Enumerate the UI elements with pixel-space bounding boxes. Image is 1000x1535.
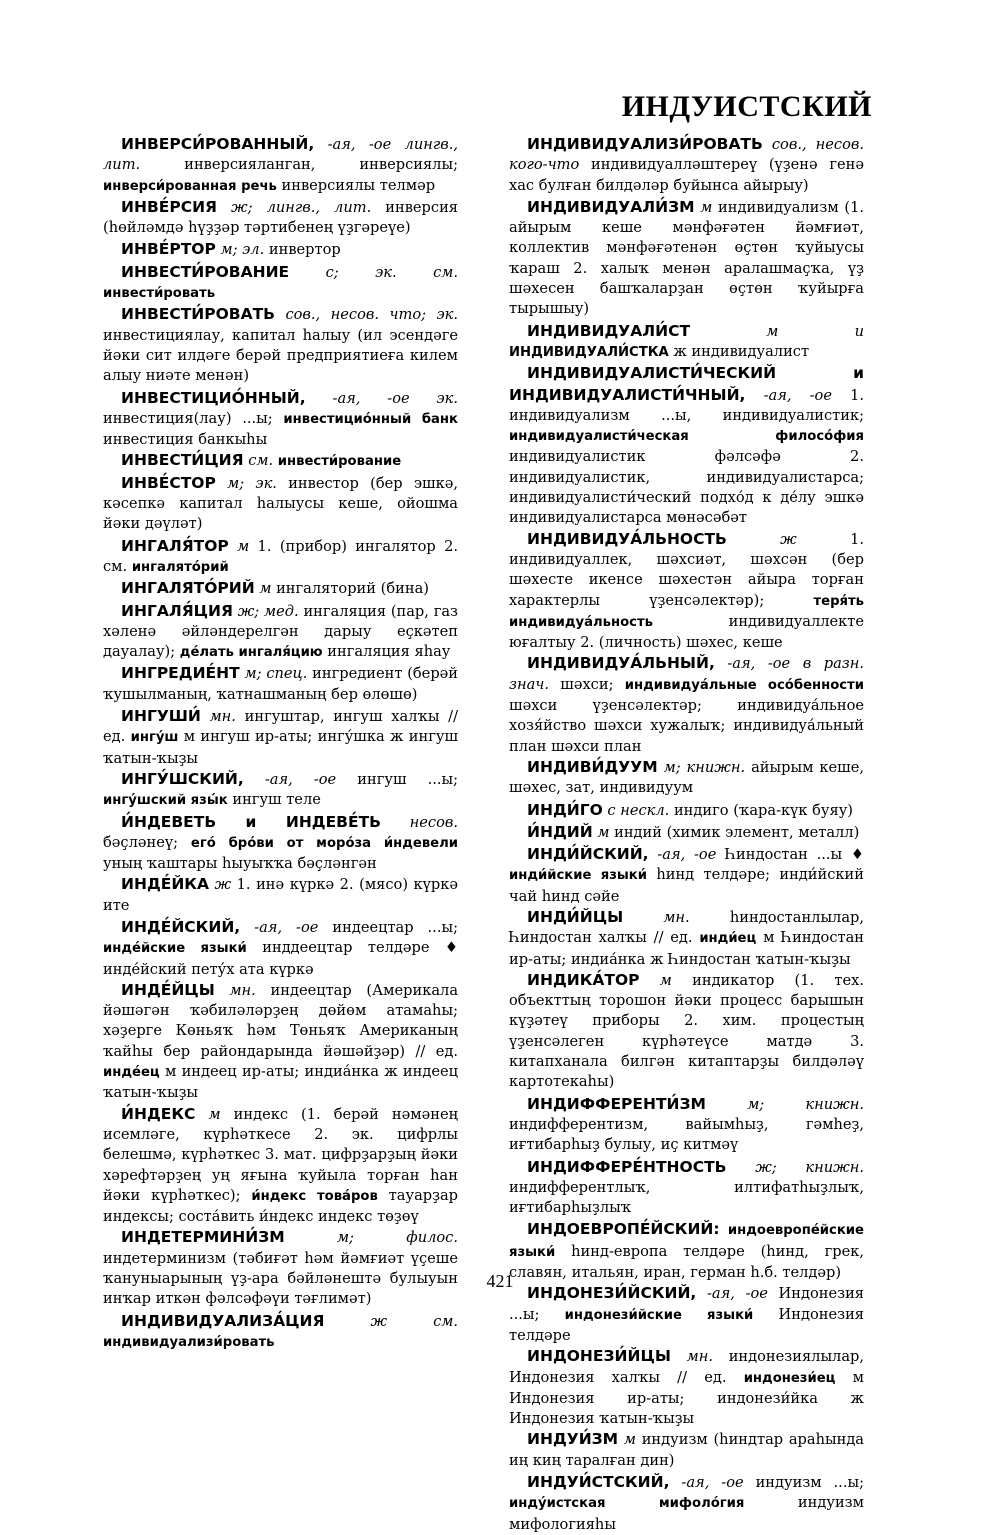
headword: И́НДЕКС	[121, 1104, 196, 1123]
dictionary-entry	[103, 536, 458, 579]
example-phrase: его́ бро́ви от моро́за и́ндевели	[190, 835, 459, 851]
grammar-label: м	[623, 1431, 636, 1449]
dictionary-entry	[509, 321, 864, 364]
example-translation: инверсиялы телмәр	[281, 176, 436, 194]
definition: Индонезия ...ы;	[509, 1285, 865, 1323]
dictionary-entry	[103, 980, 458, 1104]
dictionary-entry	[509, 1283, 864, 1346]
definition: инверсия (һөйләмдә һүҙҙәр тәртибенең үҙгәреүе)	[103, 198, 459, 237]
definition: индиго (ҡара-күк буяу)	[673, 801, 854, 819]
headword: ИНДИВИДУАЛИСТИ́ЧЕСКИЙ и ИНДИВИДУАЛИСТИ́ЧНЫЙ,	[509, 364, 864, 404]
example-phrase: ИНДИВИДУАЛИ́СТКА	[509, 344, 669, 360]
dictionary-entry	[103, 917, 458, 980]
definition: айырым кеше, шәхес, зат, индивидуум	[509, 758, 864, 797]
example-translation: м ингуш ир-аты; ингу́шка ж ингуш ҡатын-ҡыҙы	[103, 728, 459, 767]
definition: 1. индивидуаллек, шәхсиәт, шәхсән (бер шәхесте икенсе шәхестән айыра торған характерлы үҙенсәлектәр);	[509, 530, 865, 609]
grammar-label: -ая, -ое лингв., лит.	[103, 136, 458, 174]
example-translation: һинд-европа телдәре (һинд, грек, славян, итальян, иран, герман һ.б. телдәр)	[509, 1242, 864, 1282]
headword: ИНДОНЕЗИ́ЙСКИЙ,	[527, 1284, 697, 1303]
dictionary-entry	[103, 1104, 458, 1228]
dictionary-entry	[509, 1346, 864, 1429]
definition: шәхси;	[560, 675, 614, 693]
example-translation: ингаляция яһау	[327, 643, 451, 661]
definition: индифферентизм, вайымһыҙ, гәмһеҙ, иғтибарһыҙ булыу, иҫ китмәү	[509, 1115, 864, 1154]
headword: ИНДУИ́СТСКИЙ,	[527, 1473, 670, 1491]
headword: И́НДЕВЕТЬ и ИНДЕВЕ́ТЬ	[121, 812, 381, 831]
definition: индий (химик элемент, металл)	[614, 823, 860, 841]
headword: И́НДИЙ	[527, 822, 593, 841]
definition: һиндостанлылар, Һиндостан халҡы // ед.	[509, 908, 865, 947]
dictionary-entry	[103, 578, 458, 600]
definition: индеецтар ...ы;	[332, 918, 458, 936]
dictionary-entry	[103, 706, 458, 769]
dictionary-entry	[509, 134, 864, 197]
grammar-label: м; книжн.	[747, 1095, 864, 1113]
grammar-label: -ая, -ое в разн. знач.	[509, 655, 864, 693]
example-translation: м индеец ир-аты; индиа́нка ж индеец ҡатын-ҡыҙы	[103, 1063, 459, 1102]
example-phrase: инвестицио́нный банк	[283, 411, 458, 427]
definition: инверсияланган, инверсиялы;	[184, 156, 458, 174]
dictionary-entry	[509, 907, 864, 970]
dictionary-entry	[509, 363, 864, 528]
example-phrase: инде́йские языки́	[103, 941, 247, 957]
dictionary-entry	[509, 529, 864, 654]
grammar-label: -ая, -ое	[657, 846, 717, 864]
dictionary-entry	[509, 970, 864, 1094]
grammar-label: ж	[214, 876, 232, 894]
example-phrase: ингалято́рий	[131, 559, 229, 575]
grammar-label: м; книжн.	[663, 758, 746, 776]
grammar-label: с нескл.	[607, 801, 670, 819]
headword: ИНГУШИ́	[121, 707, 201, 726]
dictionary-entry	[509, 822, 864, 844]
dictionary-entry	[103, 197, 458, 240]
definition: индетерминизм (тәбиғәт һәм йәмғиәт үҫеше ҡануныарының үҙ-ара бәйләнештә булыуын инҡар иткән фәлсәфәүи тәғлимәт)	[103, 1249, 458, 1308]
definition: инвестициялау, капитал һалыу (ил эсендәге йәки сит илдәге берәй предприятиеға килем алыу ниәте менән)	[103, 326, 458, 385]
example-translation: ингуш теле	[232, 791, 321, 809]
example-phrase: инверси́рованная речь	[103, 178, 277, 194]
grammar-label: мн.	[663, 908, 690, 926]
headword: ИНДЕ́ЙКА	[121, 875, 209, 894]
headword: ИНВЕ́РСИЯ	[121, 197, 217, 216]
example-phrase: инвести́рование	[277, 454, 402, 470]
headword: ИНДУИ́ЗМ	[527, 1430, 619, 1449]
headword: ИНДИВИДУАЛИЗИ́РОВАТЬ	[527, 135, 763, 153]
headword: ИНВЕСТИ́РОВАНИЕ	[121, 262, 290, 281]
example-translation: һинд телдәре; инди́йский чай һинд сәйе	[509, 866, 864, 905]
definition: 1. индивидуализм ...ы, индивидуалистик;	[509, 386, 864, 424]
headword: ИНВЕСТИ́РОВАТЬ	[121, 305, 276, 324]
example-translation: ж индивидуалист	[673, 342, 810, 360]
example-translation: тауарҙар индексы; соста́вить и́ндекс индекс төҙөү	[103, 1186, 459, 1226]
headword: ИНДОНЕЗИ́ЙЦЫ	[527, 1347, 671, 1366]
dictionary-entry	[509, 844, 864, 907]
headword: ИНГРЕДИЕ́НТ	[121, 664, 240, 683]
definition: ингаляторий (бина)	[276, 580, 429, 598]
headword: ИНДЕТЕРМИНИ́ЗМ	[121, 1228, 285, 1247]
dictionary-entry	[509, 653, 864, 756]
definition: 1. инә күркә 2. (мясо) күркә ите	[103, 876, 459, 914]
example-translation: индивидуалистик фәлсәфә 2. индивидуалистик, индивидуалистарса; индивидуалисти́ческий подхо́д к де́лу эшкә индивидуалистарса мөнәсәбәт	[509, 448, 864, 527]
definition: индивидуалләштереү (үҙенә генә хас булған билдәләр буйынса айырыу)	[509, 156, 864, 194]
definition: 1. (прибор) ингалятор 2. см.	[103, 537, 458, 575]
headword: ИНВЕРСИ́РОВАННЫЙ,	[121, 135, 315, 153]
grammar-label: м	[659, 971, 672, 989]
example-phrase: индонези́ец	[743, 1370, 836, 1386]
dictionary-entry	[103, 388, 458, 451]
dictionary-entry	[509, 1157, 864, 1220]
grammar-label: сов., несов. что; эк.	[285, 306, 459, 324]
grammar-label: см.	[248, 452, 274, 470]
headword: ИНДИВИ́ДУУМ	[527, 757, 658, 776]
dictionary-entry	[103, 663, 458, 706]
grammar-label: -ая, -ое	[264, 770, 337, 788]
dictionary-entry	[509, 1429, 864, 1472]
right-column	[509, 134, 864, 1535]
definition: индивидуализм (1. айырым кеше мәнфәғәтен йәмғиәт, коллектив мәнфәғәтенән өҫтөн ҡуйыусы ҡараш 2. халыҡ менән аралашмаҫҡа, үҙ шәхесен башҡаларҙан өҫтөн ҡуйырға тырышыу)	[509, 198, 865, 318]
definition: индифферентлыҡ, илтифатһыҙлыҡ, иғтибарһыҙлыҡ	[509, 1178, 864, 1217]
grammar-label: м	[237, 537, 250, 555]
example-phrase: де́лать ингаля́цию	[179, 645, 323, 661]
dictionary-entry	[103, 1227, 458, 1310]
example-translation: инвестиция банкыһы	[103, 431, 268, 449]
dictionary-entry	[103, 769, 458, 812]
definition: индикатор (1. тех. объекттың торошон йәки процесс барышын күҙәтеү приборы 2. хим. процестың үҙенсәлеген күрһәтеүсе матдә 3. китапханала билгән китаптарҙы билдәләү картотекаһы)	[509, 971, 864, 1091]
definition: ингуштар, ингуш халҡы // ед.	[103, 708, 458, 746]
example-translation: индуизм мифологияһы	[509, 1494, 864, 1533]
example-phrase: индивидуализи́ровать	[103, 1334, 275, 1350]
headword: ИНДИКА́ТОР	[527, 970, 640, 989]
grammar-label: м	[700, 198, 713, 216]
grammar-label: м; спец.	[244, 665, 308, 683]
example-phrase: теря́ть индивидуа́льность	[509, 593, 864, 630]
grammar-label: мн.	[229, 981, 256, 999]
headword: ИНДИВИДУАЛИ́ЗМ	[527, 197, 695, 216]
grammar-label: м	[259, 580, 272, 598]
headword: ИНДИ́ЙСКИЙ,	[527, 845, 649, 864]
definition: индекс (1. берәй нәмәнең исемләге, күрһәткесе 2. эк. цифрлы белешмә, күрһәткес 3. мат. цифрҙарҙың йәки хәрефтәрҙең уң яғына ҡуйыла торған һан йәки күрһәткес);	[103, 1105, 458, 1204]
example-phrase: инвести́ровать	[103, 286, 216, 302]
example-translation: шәхси үҙенсәлектәр; индивидуа́льное хозя́йство шәхси хужалыҡ; индивидуа́льный план шәхси план	[509, 697, 864, 755]
definition: бәҫләнеү;	[103, 833, 179, 851]
example-translation: Индонезия телдәре	[509, 1305, 864, 1344]
dictionary-entry	[103, 601, 458, 664]
headword: ИНДЕ́ЙЦЫ	[121, 980, 215, 999]
headword: ИНГАЛЯ́ЦИЯ	[121, 601, 233, 620]
grammar-label: м; эк.	[227, 474, 277, 492]
example-phrase: индивидуа́льные осо́бенности	[624, 677, 864, 693]
definition: индуизм ...ы;	[755, 1474, 864, 1491]
example-phrase: инди́йские языки́	[509, 868, 647, 884]
dictionary-entry	[103, 874, 458, 917]
grammar-label: ж; мед.	[237, 602, 299, 620]
headword: ИНДИВИДУА́ЛЬНОСТЬ	[527, 529, 727, 548]
headword: ИНВЕСТИ́ЦИЯ	[121, 451, 244, 470]
dictionary-entry	[509, 800, 864, 822]
grammar-label: ж см.	[370, 1312, 458, 1330]
example-phrase: индонези́йские языки́	[564, 1307, 754, 1323]
example-phrase: и́ндекс това́ров	[251, 1188, 378, 1204]
example-translation: м Һиндостан ир-аты; индиа́нка ж Һиндостан ҡатын-ҡыҙы	[509, 929, 865, 968]
dictionary-entry	[103, 239, 458, 261]
grammar-label: сов., несов. кого-что	[509, 136, 864, 174]
definition: индонезиялылар, Индонезия халҡы // ед.	[509, 1348, 865, 1386]
grammar-label: м; филос.	[336, 1229, 458, 1247]
dictionary-entry	[103, 473, 458, 536]
grammar-label: ж; лингв., лит.	[231, 198, 372, 216]
grammar-label: -ая, -ое эк.	[332, 389, 459, 407]
headword: ИНГАЛЯ́ТОР	[121, 536, 229, 555]
dictionary-entry	[509, 1472, 864, 1535]
grammar-label: м	[208, 1105, 221, 1123]
dictionary-entry	[509, 197, 864, 321]
headword: ИНДИФФЕРЕНТИ́ЗМ	[527, 1094, 706, 1113]
headword: ИНДИ́ЙЦЫ	[527, 907, 624, 926]
grammar-label: м и	[766, 322, 864, 340]
headword: ИНВЕСТИЦИО́ННЫЙ,	[121, 388, 306, 407]
headword: ИНВЕ́РТОР	[121, 240, 216, 259]
example-phrase: ингу́ш	[130, 730, 179, 746]
headword: ИНДИВИДУА́ЛЬНЫЙ,	[527, 654, 715, 673]
definition: ингуш ...ы;	[357, 770, 459, 788]
example-translation: уның ҡаштары һыуыҡҡа бәҫләнгән	[103, 855, 377, 873]
grammar-label: мн.	[686, 1348, 713, 1366]
grammar-label: -ая, -ое	[254, 918, 319, 936]
dictionary-entry	[103, 304, 458, 387]
example-phrase: индоевропе́йские языки́	[509, 1223, 864, 1260]
example-phrase: ингу́шский язы́к	[103, 793, 228, 809]
grammar-label: м; эл.	[220, 241, 265, 259]
definition: индуизм (һиндтар араһында иң киң таралған дин)	[509, 1431, 865, 1469]
example-translation: инддеецтар телдәре ♦ инде́йский пету́х ата күркә	[103, 939, 458, 978]
definition: ингредиент (берәй ҡушылманың, ҡатнашманың бер өлөшө)	[103, 665, 459, 703]
dictionary-entry	[103, 262, 458, 305]
dictionary-entry	[103, 1311, 458, 1354]
grammar-label: -ая, -ое	[681, 1474, 744, 1491]
headword: ИНДИ́ГО	[527, 800, 603, 819]
dictionary-entry	[103, 812, 458, 875]
grammar-label: несов.	[409, 813, 458, 831]
example-phrase: инди́ец	[699, 931, 757, 947]
grammar-label: ж	[780, 530, 797, 548]
page-number: 421	[486, 1271, 514, 1291]
example-phrase: инду́истская мифоло́гия	[509, 1496, 745, 1512]
example-translation: м Индонезия ир-аты; индонези́йка ж Индонезия ҡатын-ҡыҙы	[509, 1368, 865, 1428]
dictionary-entry	[509, 757, 864, 800]
headword: ИНДИВИДУАЛИ́СТ	[527, 321, 691, 340]
headword: ИНДИФФЕРЕ́НТНОСТЬ	[527, 1157, 727, 1176]
headword: ИНГУ́ШСКИЙ,	[121, 769, 244, 788]
headword: ИНДОЕВРОПЕ́ЙСКИЙ:	[527, 1220, 720, 1239]
example-translation: индивидуаллекте юғалтыу 2. (личность) шәхес, кеше	[509, 612, 864, 652]
headword: ИНВЕ́СТОР	[121, 473, 216, 492]
example-phrase: инде́ец	[103, 1065, 160, 1081]
headword: ИНГАЛЯТО́РИЙ	[121, 579, 255, 598]
running-head: ИНДУИСТСКИЙ	[621, 90, 872, 123]
grammar-label: -ая, -ое	[763, 386, 832, 404]
definition: индеецтар (Америкала йәшәгән ҡәбиләләрҙең дөйөм атамаһы; хәҙерге Көньяҡ һәм Төньяҡ Американың ҡайһы бер райондарында йәшәйҙәр) // ед.	[103, 981, 459, 1060]
example-phrase: индивидуалисти́ческая филосо́фия	[509, 429, 864, 445]
grammar-label: мн.	[209, 708, 236, 726]
grammar-label: ж; книжн.	[755, 1158, 865, 1176]
definition: инвертор	[268, 241, 341, 259]
left-column	[103, 134, 458, 1353]
headword: ИНДИВИДУАЛИЗА́ЦИЯ	[121, 1311, 325, 1330]
dictionary-entry	[509, 1094, 864, 1157]
definition: инвестор (бер эшкә, кәсепкә капитал һалыусы кеше, ойошма йәки дәүләт)	[103, 474, 458, 533]
definition: Һиндостан ...ы ♦	[725, 846, 864, 864]
definition: ингаляция (пар, газ хәленә әйләндерелгән дарыу еҫкәтеп дауалау);	[103, 602, 459, 661]
definition: инвестиция(лау) ...ы;	[103, 409, 273, 427]
grammar-label: -ая, -ое	[706, 1285, 768, 1303]
grammar-label: м	[597, 823, 610, 841]
headword: ИНДЕ́ЙСКИЙ,	[121, 917, 241, 936]
grammar-label: с; эк. см.	[325, 263, 458, 281]
dictionary-entry	[103, 134, 458, 197]
dictionary-entry	[103, 450, 458, 472]
